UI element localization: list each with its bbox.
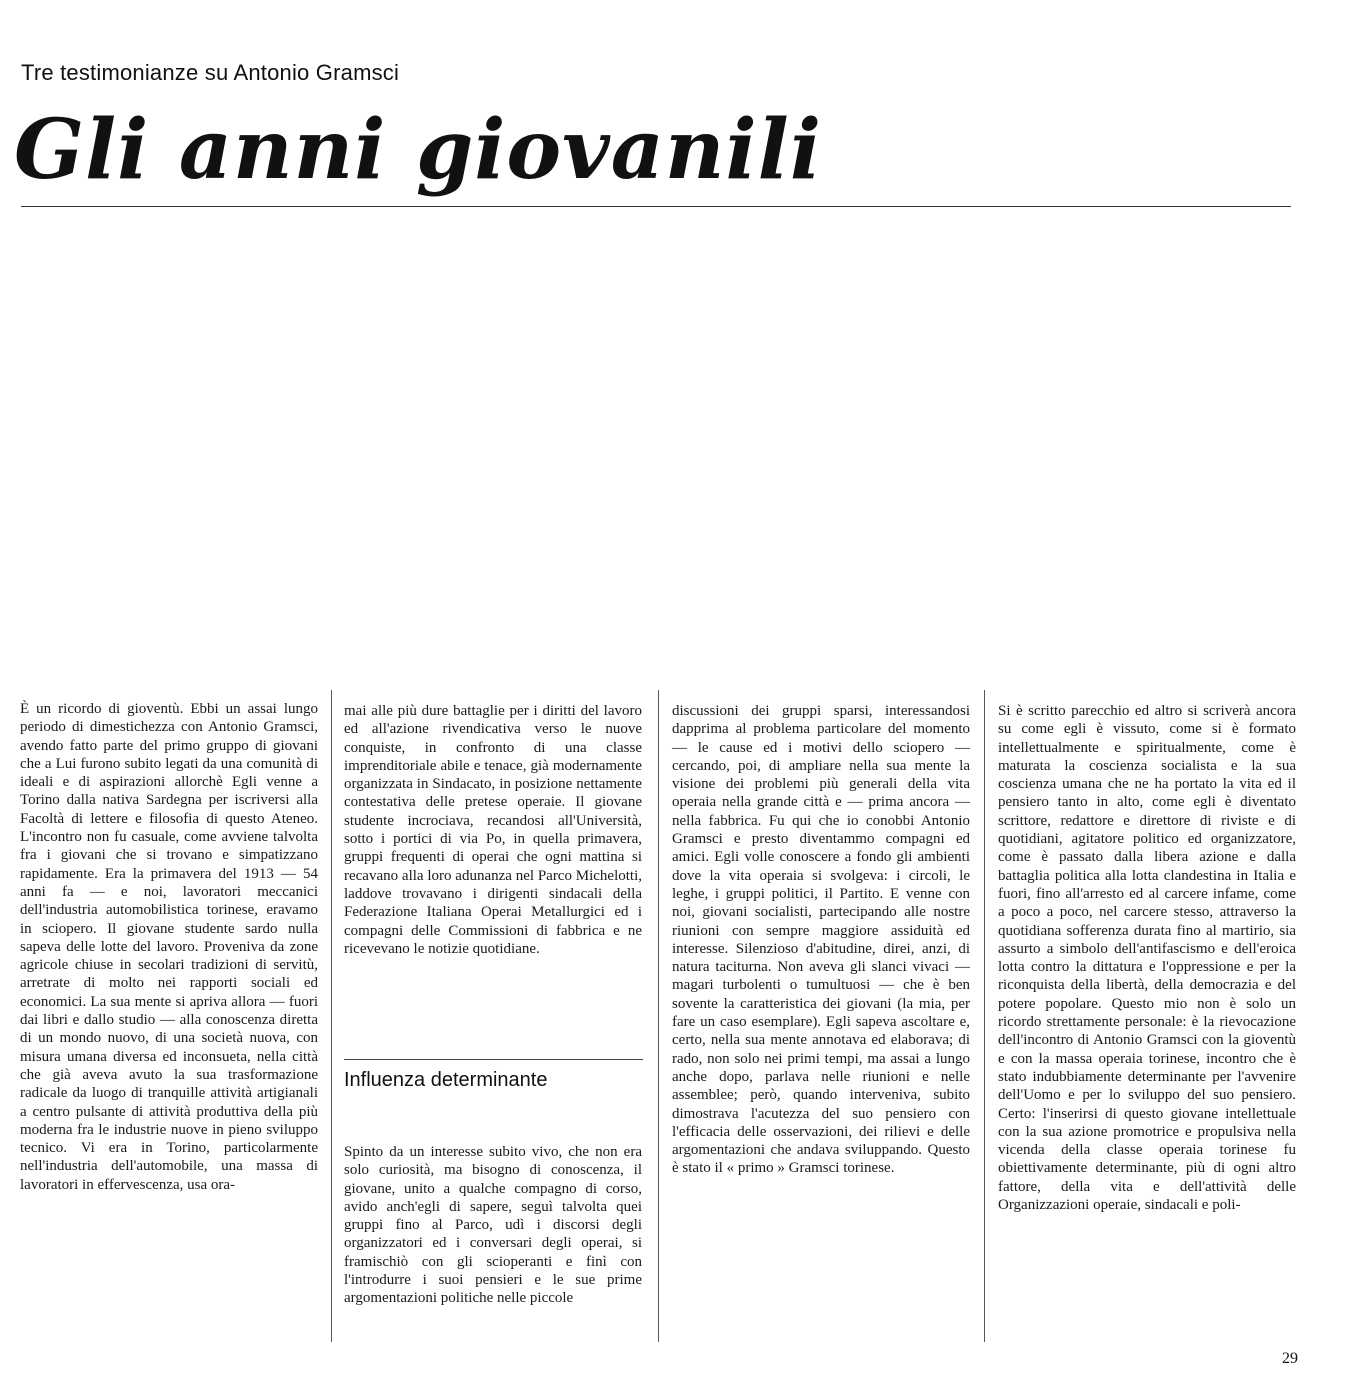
body-text-column-1: È un ricordo di gioventù. Ebbi un assai lungo periodo di dimestichezza con Antonio Gramsci, avendo fatto parte del primo gruppo di giovani che a Lui furono subito legati da una comunità di ideali e di aspirazioni allorchè Egli venne a Torino dalla nativa Sardegna per iscriversi alla Facoltà di lettere e filosofia di questo Ateneo. L'incontro non fu casuale, come avviene talvolta fra i giovani che si trovano e simpatizzano rapidamente. Era la primavera del 1913 — 54 anni fa — e noi, lavoratori meccanici dell'industria automobilistica torinese, eravamo in sciopero. Il giovane studente sardo nulla sapeva delle lotte del lavoro. Proveniva da zone agricole chiuse in secolari tradizioni di servitù, arretrate di molto nei rapporti sociali ed economici. La sua mente si apriva allora — fuori dai libri e dallo studio — alla conoscenza diretta di un mondo nuovo, di una società nuova, con misura umana diversa ed inconsueta, nella città che già aveva avuto la sua trasformazione radicale da luogo di tranquille attività artigianali a centro pulsante di attività produttiva della più moderna fra le industrie nuove in pieno sviluppo tecnico. Vi era in Torino, particolarmente nell'industria dell'automobile, una massa di lavoratori in effervescenza, usa ora-	[20, 701, 318, 1193]
column-divider-2	[658, 690, 659, 1342]
kicker: Tre testimonianze su Antonio Gramsci	[21, 60, 400, 85]
title-divider	[21, 206, 1291, 207]
column-2-continued	[344, 1143, 642, 1308]
body-text-column-2-continued: Spinto da un interesse subito vivo, che non era solo curiosità, ma bisogno di conoscenza, il giovane, unito a qualche compagno di corso, avido anch'egli di sapere, seguì talvolta quei gruppi fino al Parco, udì i discorsi degli organizzatori ed i conversari degli operai, si framischiò con gli scioperanti e finì con l'introdurre i suoi pensieri e le sue prime argomentazioni politiche nelle piccole	[344, 1144, 642, 1307]
page-number: 29	[1282, 1350, 1298, 1367]
column-1	[20, 700, 318, 1194]
body-text-column-4: Si è scritto parecchio ed altro si scriverà ancora su come egli è vissuto, come si è formato intellettualmente e spiritualmente, come è maturata la coscienza socialista e la sua coscienza umana che ne ha portato la vita ed il pensiero tanto in alto, come egli è diventato scrittore, redattore e direttore di riviste e di quotidiani, agitatore politico ed organizzatore, come è passato dalla libera azione e dalla battaglia politica alla lotta clandestina in Italia e fuori, fino all'arresto ed al carcere infame, come a poco a poco, nel carcere stesso, attraverso la quotidiana sofferenza durata fino al martirio, sia assurto a simbolo dell'antifascismo e dell'eroica lotta contro la dittatura e l'oppressione e per la riconquista della libertà, della democrazia e del potere popolare. Questo mio non è solo un ricordo strettamente personale: è la rievocazione dell'incontro di Antonio Gramsci con la gioventù e con la massa operaia torinese, incontro che è stato indubbiamente determinante per l'avvenire dell'Uomo e per lo sviluppo del suo pensiero. Certo: l'inserirsi di questo giovane intellettuale con la sua azione promotrice e propulsiva nella vicenda della classe operaia torinese fu obiettivamente determinante, più di ogni altro fattore, della vita e dell'attività delle Organizzazioni operaie, sindacali e poli-	[998, 703, 1296, 1214]
column-3	[672, 702, 970, 1178]
body-text-column-3: discussioni dei gruppi sparsi, interessandosi dapprima al problema particolare del momento — le cause ed i motivi dello sciopero — cercando, poi, di ampliare nella sua mente la visione dei problemi più generali della vita operaia nella grande città e — prima ancora — nella fabbrica. Fu qui che io conobbi Antonio Gramsci e presto diventammo compagni ed amici. Egli volle conoscere a fondo gli ambienti dove la vita operaia si svolgeva: i circoli, le leghe, i gruppi politici, il Partito. E venne con noi, giovani socialisti, partecipando alle nostre riunioni con sempre maggiore assiduità ed interesse. Silenzioso d'abitudine, direi, anzi, di natura taciturna. Non aveva gli slanci vivaci — magari turbolenti o tumultuosi — che è ben sovente la caratteristica dei giovani (la mia, per fare un caso esemplare). Egli sapeva ascoltare e, certo, nella sua mente annotava ed elaborava; di rado, non solo nei primi tempi, ma assai a lungo anche dopo, parlava nelle riunioni e nelle assemblee; però, quando interveniva, subito dimostrava l'acutezza del suo pensiero con l'efficacia delle osservazioni, dei rilievi e delle argomentazioni che andava sviluppando. Questo è stato il « primo » Gramsci torinese.	[672, 703, 970, 1177]
column-divider-1	[331, 690, 332, 1342]
column-divider-3	[984, 690, 985, 1342]
column-4	[998, 702, 1296, 1214]
subheading-block	[344, 1059, 643, 1092]
subheading: Influenza determinante	[344, 1069, 548, 1091]
body-text-column-2: mai alle più dure battaglie per i diritti del lavoro ed all'azione rivendicativa verso le nuove conquiste, in confronto di una classe imprenditoriale abile e tenace, già modernamente organizzata in Sindacato, in posizione nettamente contestativa delle pretese operaie. Il giovane studente incrociava, recandosi all'Università, sotto i portici di via Po, in quella primavera, gruppi frequenti di operai che ogni mattina si recavano alla loro adunanza nel Parco Michelotti, laddove trovavano i dirigenti sindacali della Federazione Italiana Operai Metallurgici ed i compagni delle Commissioni di fabbrica e ne ricevevano le notizie quotidiane.	[344, 703, 642, 957]
article-title: Gli anni giovanili	[14, 102, 822, 198]
column-2	[344, 702, 642, 958]
